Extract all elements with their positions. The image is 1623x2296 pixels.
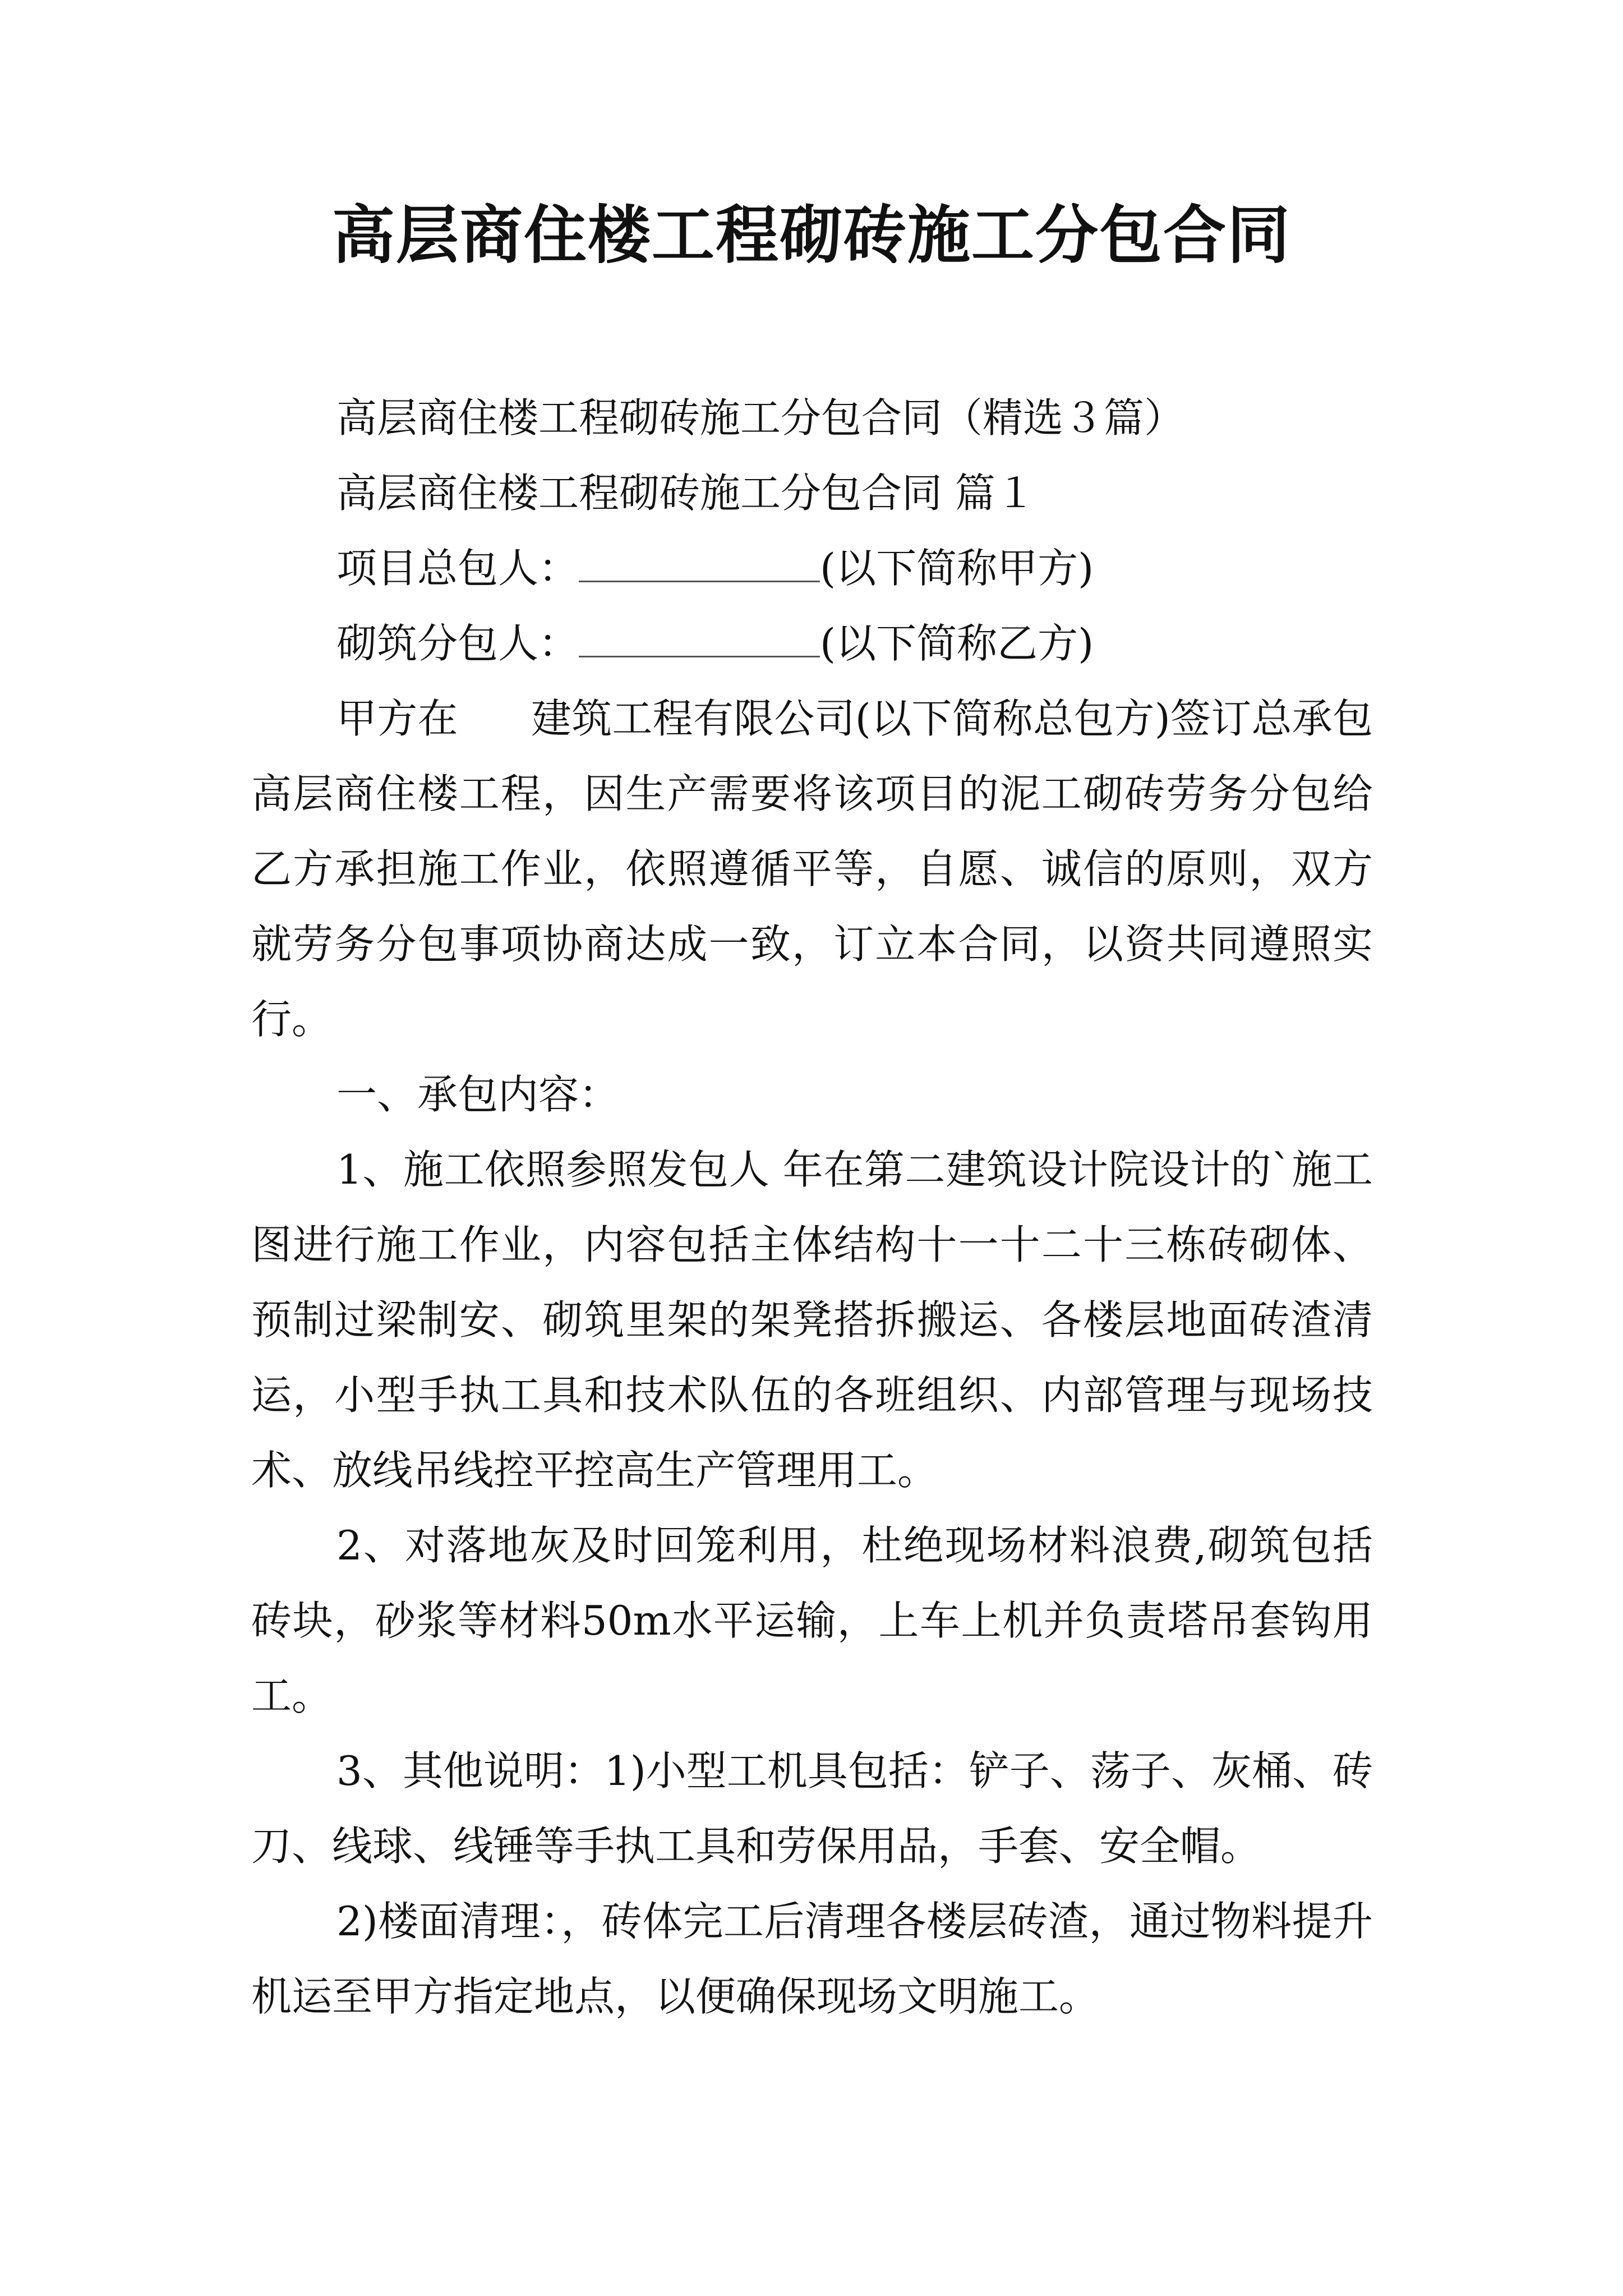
paragraph-section-heading: 高层商住楼工程砌砖施工分包合同 篇１ (336, 470, 1036, 517)
paragraph-preamble (251, 681, 1373, 1057)
paragraph-item-3: 3、其他说明：1)小型工机具包括：铲子、荡子、灰桶、砖刀、线球、线锤等手执工具和劳保用品，手套、安全帽。 (251, 1747, 1373, 1870)
general-contractor-suffix: (以下简称甲方) (820, 545, 1094, 592)
subcontractor-blank (579, 616, 820, 657)
document-body (251, 380, 1373, 2034)
general-contractor-label: 项目总包人： (336, 545, 579, 592)
paragraph-subcontractor (251, 606, 1373, 681)
subcontractor-suffix: (以下简称乙方) (820, 620, 1094, 667)
document-title: 高层商住楼工程砌砖施工分包合同 (332, 199, 1291, 272)
paragraph-subtitle: 高层商住楼工程砌砖施工分包合同（精选３篇） (336, 394, 1185, 441)
paragraph-item-2: 2、对落地灰及时回笼利用，杜绝现场材料浪费,砌筑包括砖块，砂浆等材料50m水平运输，上车上机并负责塔吊套钩用工。 (251, 1522, 1373, 1719)
paragraph-item-3-2: 2)楼面清理：，砖体完工后清理各楼层砖渣，通过物料提升机运至甲方指定地点，以便确保现场文明施工。 (251, 1898, 1373, 2020)
general-contractor-blank (579, 541, 820, 582)
paragraph-item-1: 1、施工依照参照发包人 年在第二建筑设计院设计的`施工图进行施工作业，内容包括主体结构十一十二十三栋砖砌体、预制过梁制安、砌筑里架的架凳搭拆搬运、各楼层地面砖渣清运，小型手执工具和技术队伍的各班组织、内部管理与现场技术、放线吊线控平控高生产管理用工。 (251, 1146, 1373, 1494)
preamble-rest: 建筑工程有限公司(以下简称总包方)签订总承包高层商住楼工程，因生产需要将该项目的泥工砌砖劳务分包给乙方承担施工作业，依照遵循平等，自愿、诚信的原则，双方就劳务分包事项协商达成一致，订立本合同，以资共同遵照实行。 (251, 695, 1373, 1043)
preamble-start: 甲方在 (336, 695, 458, 742)
paragraph-scope-heading: 一、承包内容： (336, 1071, 620, 1118)
subcontractor-label: 砌筑分包人： (336, 620, 579, 667)
paragraph-general-contractor (251, 531, 1373, 606)
